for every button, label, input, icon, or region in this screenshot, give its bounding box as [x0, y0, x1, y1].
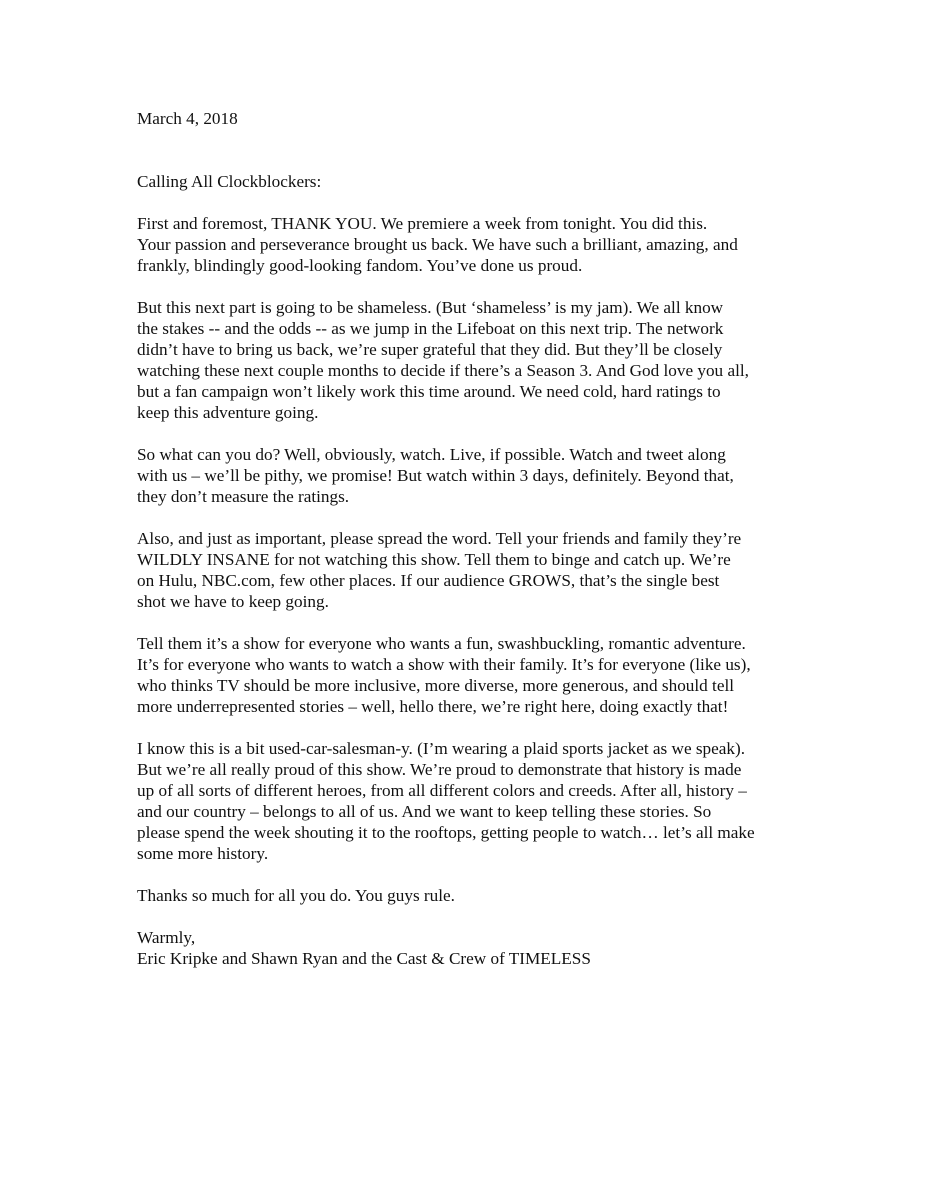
paragraph-thanks — [137, 885, 797, 906]
paragraph-watch — [137, 444, 797, 507]
paragraph-spread-word — [137, 528, 797, 612]
paragraph-line: please spend the week shouting it to the rooftops, getting people to watch… let’s all make — [137, 823, 755, 842]
paragraph-line: the stakes -- and the odds -- as we jump in the Lifeboat on this next trip. The network — [137, 319, 724, 338]
paragraph-line: Tell them it’s a show for everyone who wants a fun, swashbuckling, romantic adventure. — [137, 634, 746, 653]
paragraph-line: more underrepresented stories – well, hello there, we’re right here, doing exactly that! — [137, 697, 729, 716]
paragraph-line: but a fan campaign won’t likely work this time around. We need cold, hard ratings to — [137, 382, 721, 401]
paragraph-line: who thinks TV should be more inclusive, more diverse, more generous, and should tell — [137, 676, 735, 695]
paragraph-line: It’s for everyone who wants to watch a show with their family. It’s for everyone (like us), — [137, 655, 751, 674]
paragraph-line: and our country – belongs to all of us. And we want to keep telling these stories. So — [137, 802, 712, 821]
paragraph-line: Also, and just as important, please spread the word. Tell your friends and family they’re — [137, 529, 742, 548]
paragraph-line: keep this adventure going. — [137, 403, 319, 422]
letter-page — [137, 108, 797, 969]
paragraph-line: watching these next couple months to decide if there’s a Season 3. And God love you all, — [137, 361, 749, 380]
letter-date: March 4, 2018 — [137, 109, 238, 128]
paragraph-line: didn’t have to bring us back, we’re super grateful that they did. But they’ll be closely — [137, 340, 723, 359]
paragraph-line: WILDLY INSANE for not watching this show. Tell them to binge and catch up. We’re — [137, 550, 731, 569]
paragraph-line: frankly, blindingly good-looking fandom. You’ve done us proud. — [137, 256, 583, 275]
paragraph-line: shot we have to keep going. — [137, 592, 329, 611]
paragraph-line: I know this is a bit used-car-salesman-y. (I’m wearing a plaid sports jacket as we speak). — [137, 739, 746, 758]
paragraph-line: So what can you do? Well, obviously, watch. Live, if possible. Watch and tweet along — [137, 445, 726, 464]
paragraph-line: Thanks so much for all you do. You guys rule. — [137, 886, 455, 905]
paragraph-thank-you — [137, 213, 797, 276]
letter-closing: Warmly, — [137, 928, 196, 947]
paragraph-line: Your passion and perseverance brought us back. We have such a brilliant, amazing, and — [137, 235, 738, 254]
paragraph-line: But we’re all really proud of this show. We’re proud to demonstrate that history is made — [137, 760, 742, 779]
paragraph-stakes — [137, 297, 797, 423]
paragraph-line: First and foremost, THANK YOU. We premiere a week from tonight. You did this. — [137, 214, 708, 233]
paragraph-line: on Hulu, NBC.com, few other places. If our audience GROWS, that’s the single best — [137, 571, 720, 590]
paragraph-history — [137, 738, 797, 864]
paragraph-line: with us – we’ll be pithy, we promise! But watch within 3 days, definitely. Beyond that, — [137, 466, 734, 485]
paragraph-line: some more history. — [137, 844, 269, 863]
paragraph-line: up of all sorts of different heroes, from all different colors and creeds. After all, history – — [137, 781, 747, 800]
paragraph-line: But this next part is going to be shameless. (But ‘shameless’ is my jam). We all know — [137, 298, 724, 317]
paragraph-line: they don’t measure the ratings. — [137, 487, 350, 506]
letter-signature: Eric Kripke and Shawn Ryan and the Cast & Crew of TIMELESS — [137, 949, 591, 968]
paragraph-show-for-everyone — [137, 633, 797, 717]
letter-salutation: Calling All Clockblockers: — [137, 172, 322, 191]
